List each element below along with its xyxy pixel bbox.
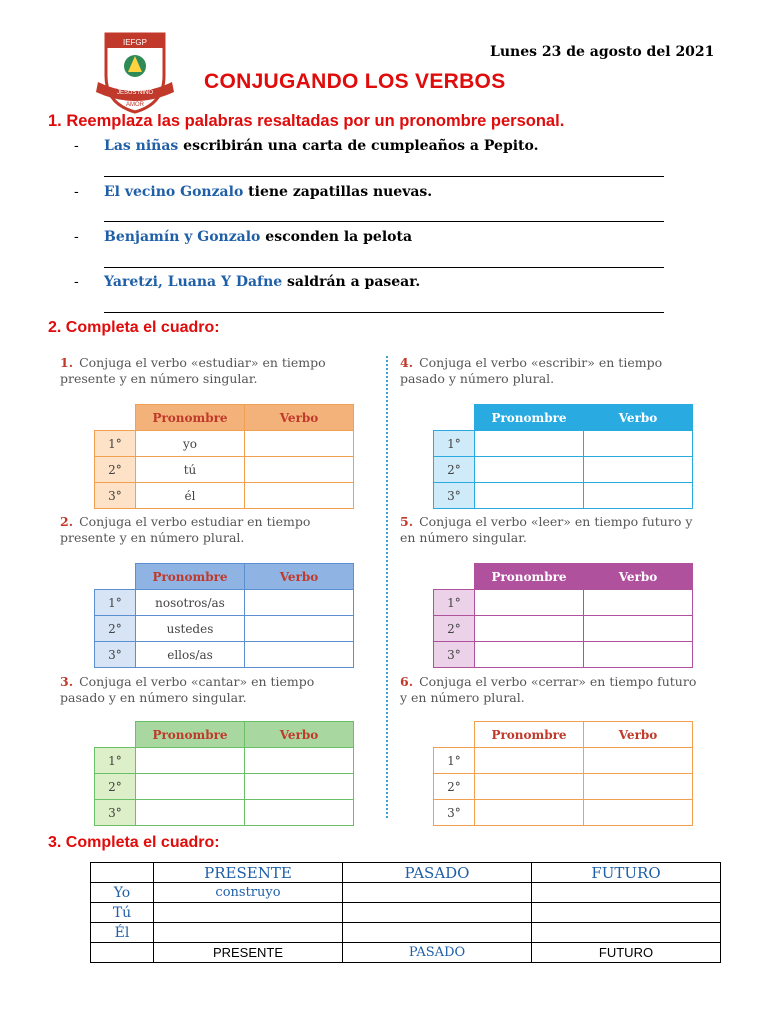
row-label: 3°	[95, 642, 136, 668]
verb-answer-cell[interactable]	[584, 590, 693, 616]
conjugation-table-3	[94, 721, 354, 826]
verb-answer-cell[interactable]	[584, 457, 693, 483]
footer-pasado: PASADO	[343, 943, 532, 963]
verb-answer-cell[interactable]	[584, 483, 693, 509]
verb-answer-cell[interactable]	[584, 642, 693, 668]
answer-line-3[interactable]	[104, 267, 664, 268]
pronoun-cell: tú	[136, 457, 245, 483]
exercise-item-1: 1. Conjuga el verbo «estudiar» en tiempo presente y en número singular.	[60, 355, 326, 386]
pronoun-answer-cell[interactable]	[136, 774, 245, 800]
footer-futuro: FUTURO	[532, 943, 721, 963]
row-label-yo: Yo	[91, 883, 154, 903]
row-label: 2°	[95, 774, 136, 800]
answer-line-4[interactable]	[104, 312, 664, 313]
pronoun-answer-cell[interactable]	[475, 590, 584, 616]
col-pasado: PASADO	[343, 863, 532, 883]
verb-answer-cell[interactable]	[245, 642, 354, 668]
row-label: 3°	[434, 483, 475, 509]
answer-cell[interactable]	[154, 923, 343, 943]
exercise-item-3: 3. Conjuga el verbo «cantar» en tiempo pasado y en número singular.	[60, 674, 315, 705]
answer-cell[interactable]	[343, 923, 532, 943]
row-label-tu: Tú	[91, 903, 154, 923]
row-label: 1°	[434, 748, 475, 774]
svg-text:IEFGP: IEFGP	[122, 38, 148, 47]
school-logo	[92, 26, 178, 114]
verb-answer-cell[interactable]	[584, 616, 693, 642]
section-3-heading: 3. Completa el cuadro:	[48, 834, 220, 851]
verb-answer-cell[interactable]	[245, 483, 354, 509]
svg-text:AMOR: AMOR	[126, 102, 144, 108]
exercise-item-2: 2. Conjuga el verbo estudiar en tiempo presente y en número plural.	[60, 514, 311, 545]
col-pronombre: Pronombre	[475, 405, 584, 431]
row-label: 1°	[434, 590, 475, 616]
exercise-line-4: - Yaretzi, Luana Y Dafne saldrán a pasear.	[74, 274, 421, 290]
verb-answer-cell[interactable]	[245, 774, 354, 800]
pronoun-answer-cell[interactable]	[136, 800, 245, 826]
pronoun-answer-cell[interactable]	[136, 748, 245, 774]
pronoun-answer-cell[interactable]	[475, 642, 584, 668]
conjugation-table-1	[94, 404, 354, 509]
footer-corner-cell	[91, 943, 154, 963]
page-title: CONJUGANDO LOS VERBOS	[204, 70, 506, 93]
section-1-heading: 1. Reemplaza las palabras resaltadas por un pronombre personal.	[48, 112, 565, 130]
pronoun-answer-cell[interactable]	[475, 483, 584, 509]
pronoun-cell: ustedes	[136, 616, 245, 642]
answer-cell[interactable]	[532, 883, 721, 903]
col-pronombre: Pronombre	[136, 722, 245, 748]
row-label: 2°	[434, 774, 475, 800]
row-label: 1°	[95, 590, 136, 616]
conjugation-table-6	[433, 721, 693, 826]
pronoun-answer-cell[interactable]	[475, 431, 584, 457]
verb-answer-cell[interactable]	[245, 748, 354, 774]
row-label: 3°	[95, 483, 136, 509]
date-text: Lunes 23 de agosto del 2021	[490, 44, 715, 60]
col-verbo: Verbo	[584, 405, 693, 431]
conjugation-table-4	[433, 404, 693, 509]
col-pronombre: Pronombre	[475, 564, 584, 590]
col-verbo: Verbo	[584, 564, 693, 590]
pronoun-cell: ellos/as	[136, 642, 245, 668]
tense-table	[90, 862, 721, 963]
svg-text:JESÚS NIÑO: JESÚS NIÑO	[116, 90, 154, 96]
col-verbo: Verbo	[245, 405, 354, 431]
col-pronombre: Pronombre	[475, 722, 584, 748]
row-label: 2°	[95, 457, 136, 483]
answer-cell[interactable]	[532, 923, 721, 943]
exercise-line-2: - El vecino Gonzalo tiene zapatillas nuevas.	[74, 184, 433, 200]
exercise-item-6: 6. Conjuga el verbo «cerrar» en tiempo futuro y en número plural.	[400, 674, 697, 705]
row-label: 2°	[434, 457, 475, 483]
row-label: 2°	[434, 616, 475, 642]
col-verbo: Verbo	[584, 722, 693, 748]
pronoun-cell: él	[136, 483, 245, 509]
footer-presente: PRESENTE	[154, 943, 343, 963]
col-pronombre: Pronombre	[136, 405, 245, 431]
pronoun-answer-cell[interactable]	[475, 800, 584, 826]
verb-answer-cell[interactable]	[245, 616, 354, 642]
verb-answer-cell[interactable]	[584, 800, 693, 826]
row-label: 1°	[95, 431, 136, 457]
verb-answer-cell[interactable]	[245, 431, 354, 457]
col-futuro: FUTURO	[532, 863, 721, 883]
pronoun-answer-cell[interactable]	[475, 457, 584, 483]
verb-answer-cell[interactable]	[245, 590, 354, 616]
answer-cell[interactable]	[343, 883, 532, 903]
answer-line-1[interactable]	[104, 176, 664, 177]
row-label: 3°	[434, 642, 475, 668]
verb-answer-cell[interactable]	[584, 774, 693, 800]
verb-answer-cell[interactable]	[245, 800, 354, 826]
answer-cell[interactable]	[532, 903, 721, 923]
section-2-heading: 2. Completa el cuadro:	[48, 319, 220, 336]
col-presente: PRESENTE	[154, 863, 343, 883]
row-label: 3°	[434, 800, 475, 826]
exercise-line-1: - Las niñas escribirán una carta de cumpleaños a Pepito.	[74, 138, 539, 154]
conjugation-table-2	[94, 563, 354, 668]
answer-line-2[interactable]	[104, 221, 664, 222]
answer-cell[interactable]	[343, 903, 532, 923]
conjugation-table-5	[433, 563, 693, 668]
verb-answer-cell[interactable]	[584, 431, 693, 457]
verb-answer-cell[interactable]	[584, 748, 693, 774]
col-verbo: Verbo	[245, 564, 354, 590]
answer-cell[interactable]	[154, 903, 343, 923]
row-label: 3°	[95, 800, 136, 826]
exercise-item-5: 5. Conjuga el verbo «leer» en tiempo futuro y en número singular.	[400, 514, 693, 545]
pronoun-answer-cell[interactable]	[475, 748, 584, 774]
pronoun-answer-cell[interactable]	[475, 774, 584, 800]
pronoun-cell: nosotros/as	[136, 590, 245, 616]
verb-answer-cell[interactable]	[245, 457, 354, 483]
row-label: 2°	[95, 616, 136, 642]
corner-cell	[91, 863, 154, 883]
pronoun-cell: yo	[136, 431, 245, 457]
row-label: 1°	[95, 748, 136, 774]
answer-cell[interactable]: construyo	[154, 883, 343, 903]
row-label: 1°	[434, 431, 475, 457]
col-verbo: Verbo	[245, 722, 354, 748]
row-label-el: Él	[91, 923, 154, 943]
exercise-line-3: - Benjamín y Gonzalo esconden la pelota	[74, 229, 413, 245]
pronoun-answer-cell[interactable]	[475, 616, 584, 642]
col-pronombre: Pronombre	[136, 564, 245, 590]
exercise-item-4: 4. Conjuga el verbo «escribir» en tiempo pasado y número plural.	[400, 355, 663, 386]
column-divider	[386, 356, 388, 818]
